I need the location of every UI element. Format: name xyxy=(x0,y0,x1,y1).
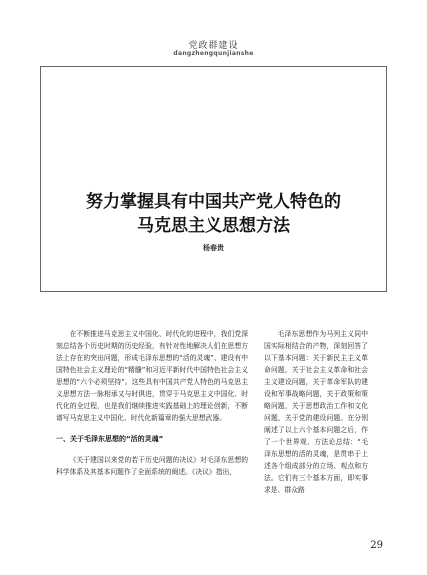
article-author: 杨春贵 xyxy=(203,244,224,252)
running-header-subtitle: dangzhengqunjianshe xyxy=(173,50,254,57)
body-paragraph-intro: 在不断推进马克思主义中国化、时代化的进程中，我们党深刻总结各个历史时期的历史经验，有针对性地解决人们在思想方法上存在的突出问题，形成毛泽东思想的“活的灵魂”、建设有中国特色社会主义理论的“精髓”和习近平新时代中国特色社会主义思想的“六个必须坚持”。这些具有中国共产党人特色的马克思主义思想方法一脉相承又与时俱进，贯穿于马克思主义中国化、时代化的全过程，也是我们继续推进实践基础上的理论创新，不断谱写马克思主义中国化、时代化新篇章的强大思想武器。 xyxy=(56,330,248,422)
title-frame xyxy=(40,66,387,292)
body-paragraph-section-one: 《关于建国以来党的若干历史问题的决议》对毛泽东思想的科学体系及其基本问题作了全面系统的阐述。《决议》指出， xyxy=(56,456,248,476)
body-column-right xyxy=(264,328,368,496)
body-paragraph-right: 毛泽东思想作为马列主义同中国实际相结合的产物，深刻回答了以下基本问题：关于新民主主义革命问题，关于社会主义革命和社会主义建设问题，关于革命军队的建设和军事战略问题，关于政策和策略问题，关于思想政治工作和文化问题，关于党的建设问题。在分别阐述了以上六个基本问题之后，作了一个世界观、方法论总结：“毛泽东思想的活的灵魂，是贯串于上述各个组成部分的立场、观点和方法。它们有三个基本方面，即实事求是、群众路 xyxy=(264,330,368,494)
article-title xyxy=(40,190,387,238)
article-title-line-2: 马克思主义思想方法 xyxy=(137,216,290,236)
page-number: 29 xyxy=(370,540,383,551)
running-header-title: 党政群建设 xyxy=(188,41,239,51)
section-heading: 一、关于毛泽东思想的“活的灵魂” xyxy=(56,435,164,443)
body-column-left xyxy=(56,328,248,478)
article-title-line-1: 努力掌握具有中国共产党人特色的 xyxy=(86,192,341,212)
